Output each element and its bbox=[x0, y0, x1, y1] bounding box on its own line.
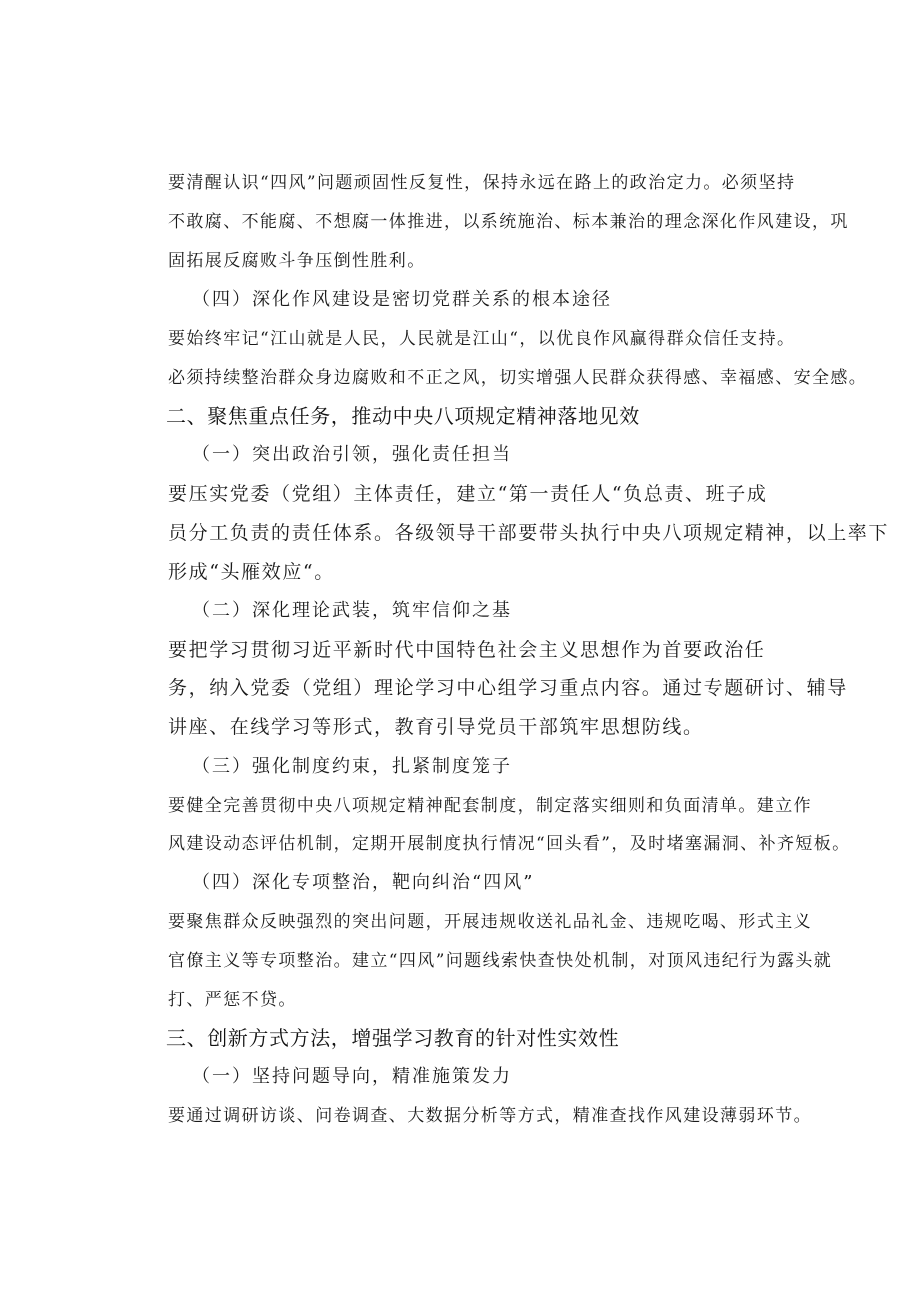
subheading: （四）深化专项整治，靶向纠治“四风” bbox=[192, 872, 535, 893]
paragraph-line: 要健全完善贯彻中央八项规定精神配套制度，制定落实细则和负面清单。建立作 bbox=[168, 796, 812, 816]
paragraph-line: 要压实党委（党组）主体责任，建立“第一责任人“负总责、班子成 bbox=[168, 483, 768, 505]
subheading: （一）坚持问题导向，精准施策发力 bbox=[192, 1066, 512, 1087]
paragraph-line: 讲座、在线学习等形式，教育引导党员干部筑牢思想防线。 bbox=[168, 716, 704, 738]
subheading: （一）突出政治引领，强化责任担当 bbox=[192, 444, 512, 465]
subheading: （三）强化制度约束，扎紧制度笼子 bbox=[192, 756, 512, 777]
paragraph-line: 要把学习贯彻习近平新时代中国特色社会主义思想作为首要政治任 bbox=[168, 639, 766, 661]
paragraph-line: 形成“头雁效应“。 bbox=[168, 561, 335, 583]
paragraph-line: 必须持续整治群众身边腐败和不正之风，切实增强人民群众获得感、幸福感、安全感。 bbox=[168, 368, 868, 388]
paragraph-line: 不敢腐、不能腐、不想腐一体推进，以系统施治、标本兼治的理念深化作风建设，巩 bbox=[168, 212, 849, 232]
paragraph-line: 要聚焦群众反映强烈的突出问题，开展违规收送礼品礼金、违规吃喝、形式主义 bbox=[168, 912, 812, 932]
paragraph-line: 要通过调研访谈、问卷调查、大数据分析等方式，精准查找作风建设薄弱环节。 bbox=[168, 1106, 812, 1126]
paragraph-line: 务，纳入党委（党组）理论学习中心组学习重点内容。通过专题研讨、辅导 bbox=[168, 677, 848, 699]
paragraph-line: 官僚主义等专项整治。建立“四风”问题线索快查快处机制，对顶风违纪行为露头就 bbox=[168, 951, 833, 971]
subheading: （四）深化作风建设是密切党群关系的根本途径 bbox=[192, 289, 612, 310]
subheading: （二）深化理论武装，筑牢信仰之基 bbox=[192, 600, 512, 621]
paragraph-line: 员分工负责的责任体系。各级领导干部要带头执行中央八项规定精神，以上率下 bbox=[168, 522, 890, 544]
section-heading: 三、创新方式方法，增强学习教育的针对性实效性 bbox=[166, 1026, 620, 1050]
paragraph-line: 要清醒认识“四风”问题顽固性反复性，保持永远在路上的政治定力。必须坚持 bbox=[168, 173, 796, 193]
paragraph-line: 要始终牢记“江山就是人民，人民就是江山“，以优良作风赢得群众信任支持。 bbox=[168, 329, 796, 349]
section-heading: 二、聚焦重点任务，推动中央八项规定精神落地见效 bbox=[166, 404, 640, 428]
paragraph-line: 风建设动态评估机制，定期开展制度执行情况“回头看”，及时堵塞漏洞、补齐短板。 bbox=[168, 834, 851, 854]
paragraph-line: 固拓展反腐败斗争压倒性胜利。 bbox=[168, 251, 426, 271]
paragraph-line: 打、严惩不贷。 bbox=[168, 990, 297, 1010]
